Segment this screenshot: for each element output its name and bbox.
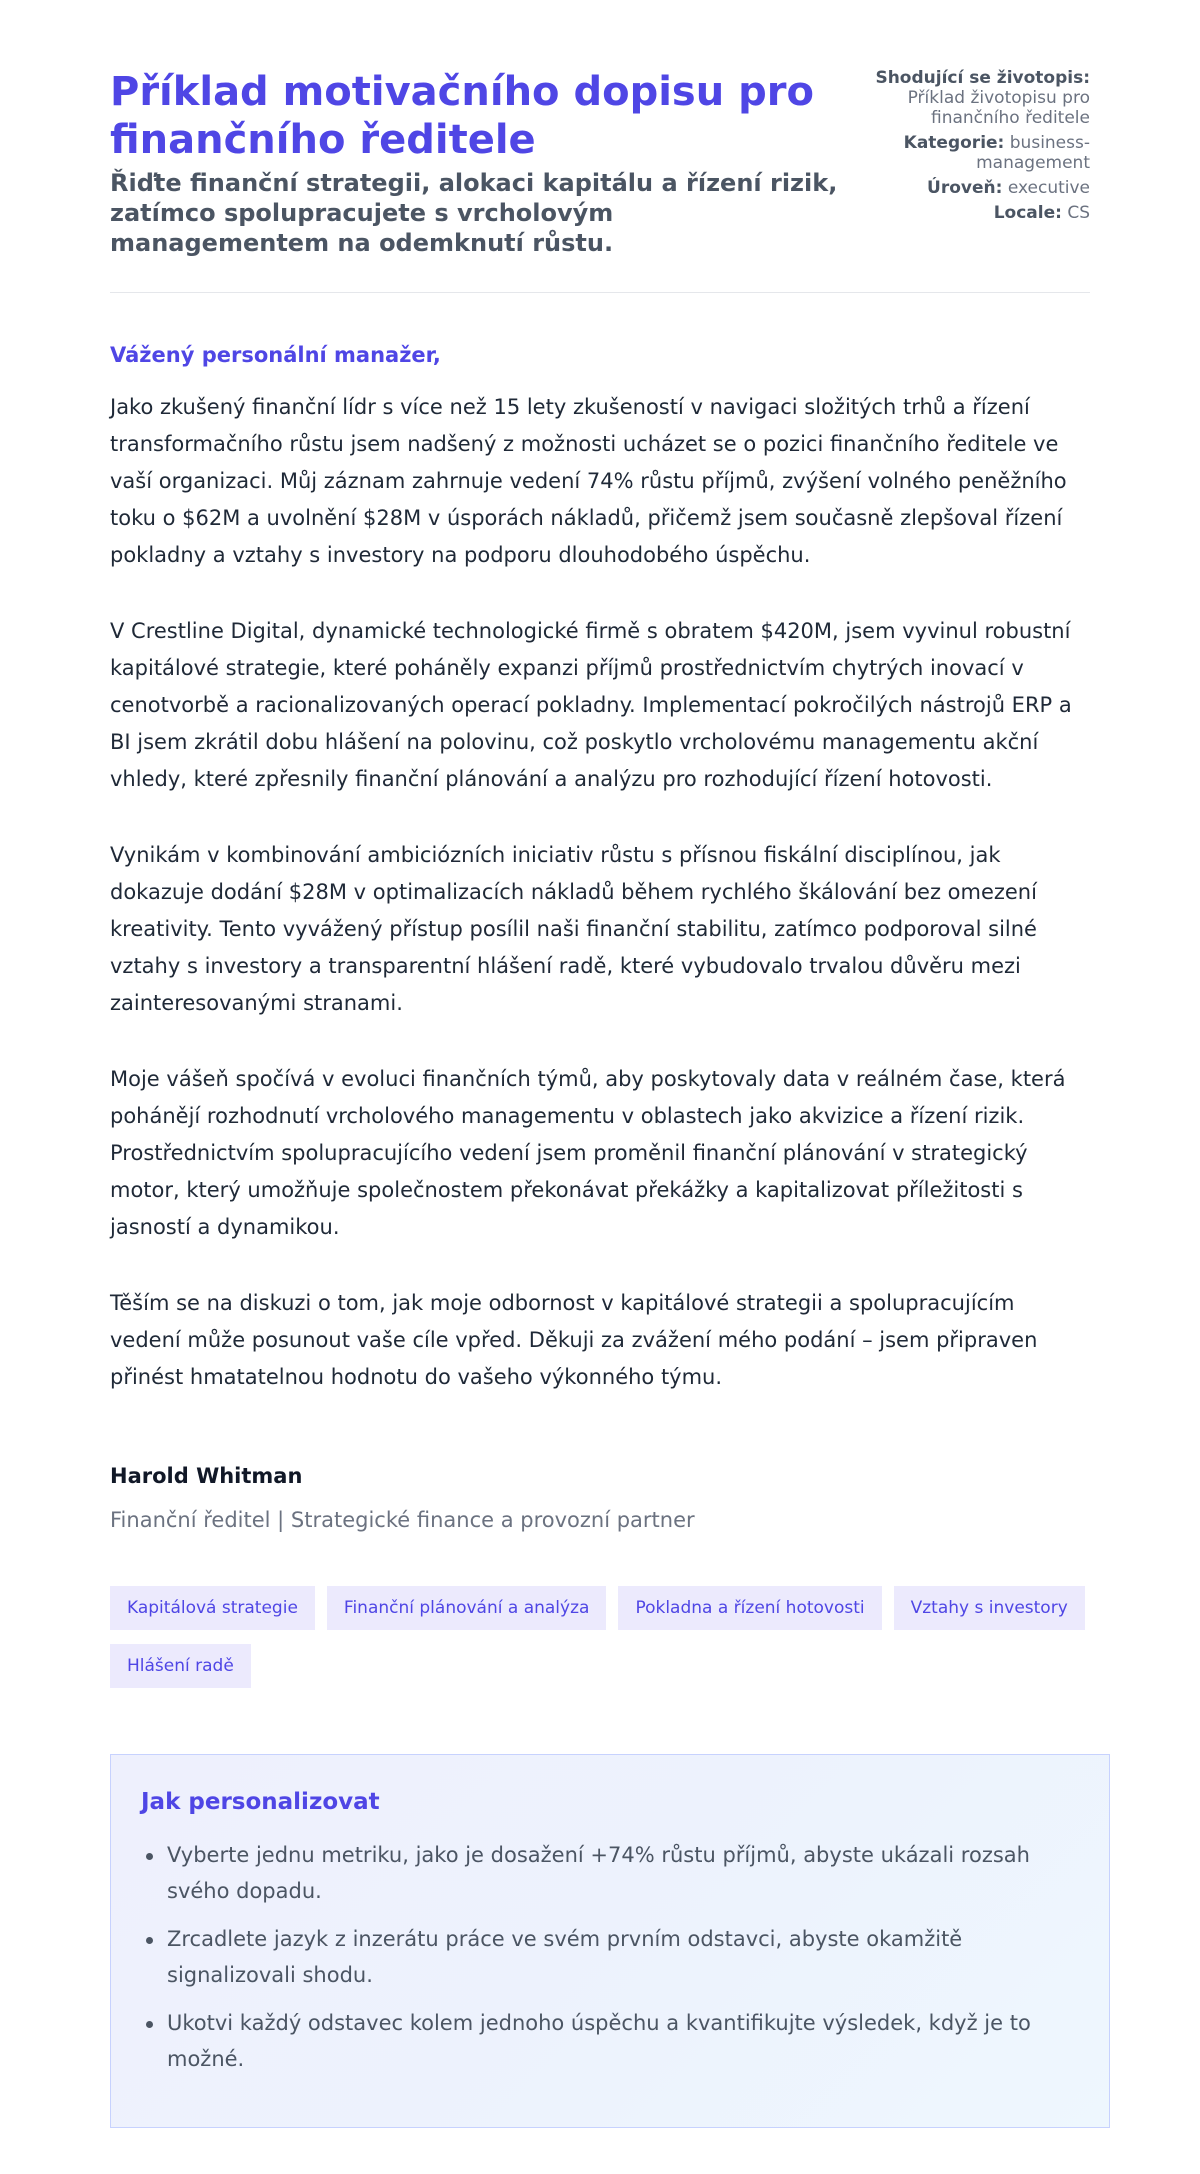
skill-tag: Vztahy s investory — [894, 1586, 1085, 1630]
letter-paragraph: Moje vášeň spočívá v evoluci finančních týmů, aby poskytovaly data v reálném čase, která pohánějí rozhodnutí vrcholového managementu v oblastech jako akvizice a řízení rizik. Prostřednictvím spolupracujícího vedení jsem proměnil finanční plánování v strategický motor, který umožňuje společnostem překonávat překážky a kapitalizovat příležitosti s jasností a dynamikou. — [110, 1067, 1066, 1239]
skill-tag: Finanční plánování a analýza — [327, 1586, 607, 1630]
signature-title: Finanční ředitel | Strategické finance a provozní partner — [110, 1508, 695, 1532]
tips-list-item — [141, 1921, 1079, 1993]
meta-level-value: executive — [1007, 178, 1090, 198]
tips-list-item-text: Ukotvi každý odstavec kolem jednoho úspěchu a kvantifikujte výsledek, když je to možné. — [167, 2011, 1031, 2071]
letter-body — [110, 389, 1090, 1396]
letter-paragraph: Vynikám v kombinování ambiciózních iniciativ růstu s přísnou fiskální disciplínou, jak dokazuje dodání $28M v optimalizacích nákladů během rychlého škálování bez omezení kreativity. Tento vyvážený přístup posílil naši finanční stabilitu, zatímco podporoval silné vztahy s investory a transparentní hlášení radě, které vybudovalo trvalou důvěru mezi zainteresovanými stranami. — [110, 843, 1037, 1015]
skill-tag: Pokladna a řízení hotovosti — [618, 1586, 881, 1630]
skill-tags — [110, 1586, 1110, 1688]
meta-matching-resume-value: Příklad životopisu pro finančního ředitele — [907, 88, 1090, 128]
bullet-icon — [146, 1937, 153, 1944]
bullet-icon — [146, 1853, 153, 1860]
header-title-block — [110, 68, 840, 258]
meta-matching-resume — [845, 68, 1090, 128]
bullet-icon — [146, 2021, 153, 2028]
meta-panel — [845, 68, 1090, 228]
tips-list-item-text: Vyberte jednu metriku, jako je dosažení +74% růstu příjmů, abyste ukázali rozsah svého dopadu. — [167, 1843, 1030, 1903]
tips-list-item — [141, 1837, 1079, 1909]
meta-category — [845, 133, 1090, 173]
signature-name: Harold Whitman — [110, 1464, 303, 1488]
tips-list — [141, 1837, 1079, 2077]
meta-locale — [845, 203, 1090, 223]
letter-paragraph: V Crestline Digital, dynamické technologické firmě s obratem $420M, jsem vyvinul robustní kapitálové strategie, které poháněly expanzi příjmů prostřednictvím chytrých inovací v cenotvorbě a racionalizovaných operací pokladny. Implementací pokročilých nástrojů ERP a BI jsem zkrátil dobu hlášení na polovinu, což poskytlo vrcholovému managementu akční vhledy, které zpřesnily finanční plánování a analýzu pro rozhodující řízení hotovosti. — [110, 619, 1072, 791]
meta-category-value: business-management — [976, 133, 1090, 173]
tips-title: Jak personalizovat — [141, 1789, 380, 1815]
skill-tag: Hlášení radě — [110, 1644, 251, 1688]
tips-list-item — [141, 2005, 1079, 2077]
meta-locale-label: Locale: — [993, 203, 1062, 223]
meta-level — [845, 178, 1090, 198]
meta-matching-resume-label: Shodující se životopis: — [875, 68, 1090, 88]
page-subtitle: Řiďte finanční strategii, alokaci kapitálu a řízení rizik, zatímco spolupracujete s vrcholovým managementem na odemknutí růstu. — [110, 169, 838, 257]
page-title: Příklad motivačního dopisu pro finančního ředitele — [110, 69, 814, 163]
meta-category-label: Kategorie: — [903, 133, 1005, 153]
letter-paragraph: Těším se na diskuzi o tom, jak moje odbornost v kapitálové strategii a spolupracujícím vedení může posunout vaše cíle vpřed. Děkuji za zvážení mého podání – jsem připraven přinést hmatatelnou hodnotu do vašeho výkonného týmu. — [110, 1291, 1038, 1389]
personalization-tips-box — [110, 1754, 1110, 2128]
meta-level-label: Úroveň: — [927, 178, 1003, 198]
page-header — [110, 68, 1090, 293]
skill-tag: Kapitálová strategie — [110, 1586, 315, 1630]
letter-salutation: Vážený personální manažer, — [110, 343, 441, 367]
letter-paragraph: Jako zkušený finanční lídr s více než 15 lety zkušeností v navigaci složitých trhů a řízení transformačního růstu jsem nadšený z možnosti ucházet se o pozici finančního ředitele ve vaší organizaci. Můj záznam zahrnuje vedení 74% růstu příjmů, zvýšení volného peněžního toku o $62M a uvolnění $28M v úsporách nákladů, přičemž jsem současně zlepšoval řízení pokladny a vztahy s investory na podporu dlouhodobého úspěchu. — [110, 395, 1067, 567]
meta-locale-value: CS — [1067, 203, 1090, 223]
tips-list-item-text: Zrcadlete jazyk z inzerátu práce ve svém prvním odstavci, abyste okamžitě signalizovali shodu. — [167, 1927, 963, 1987]
